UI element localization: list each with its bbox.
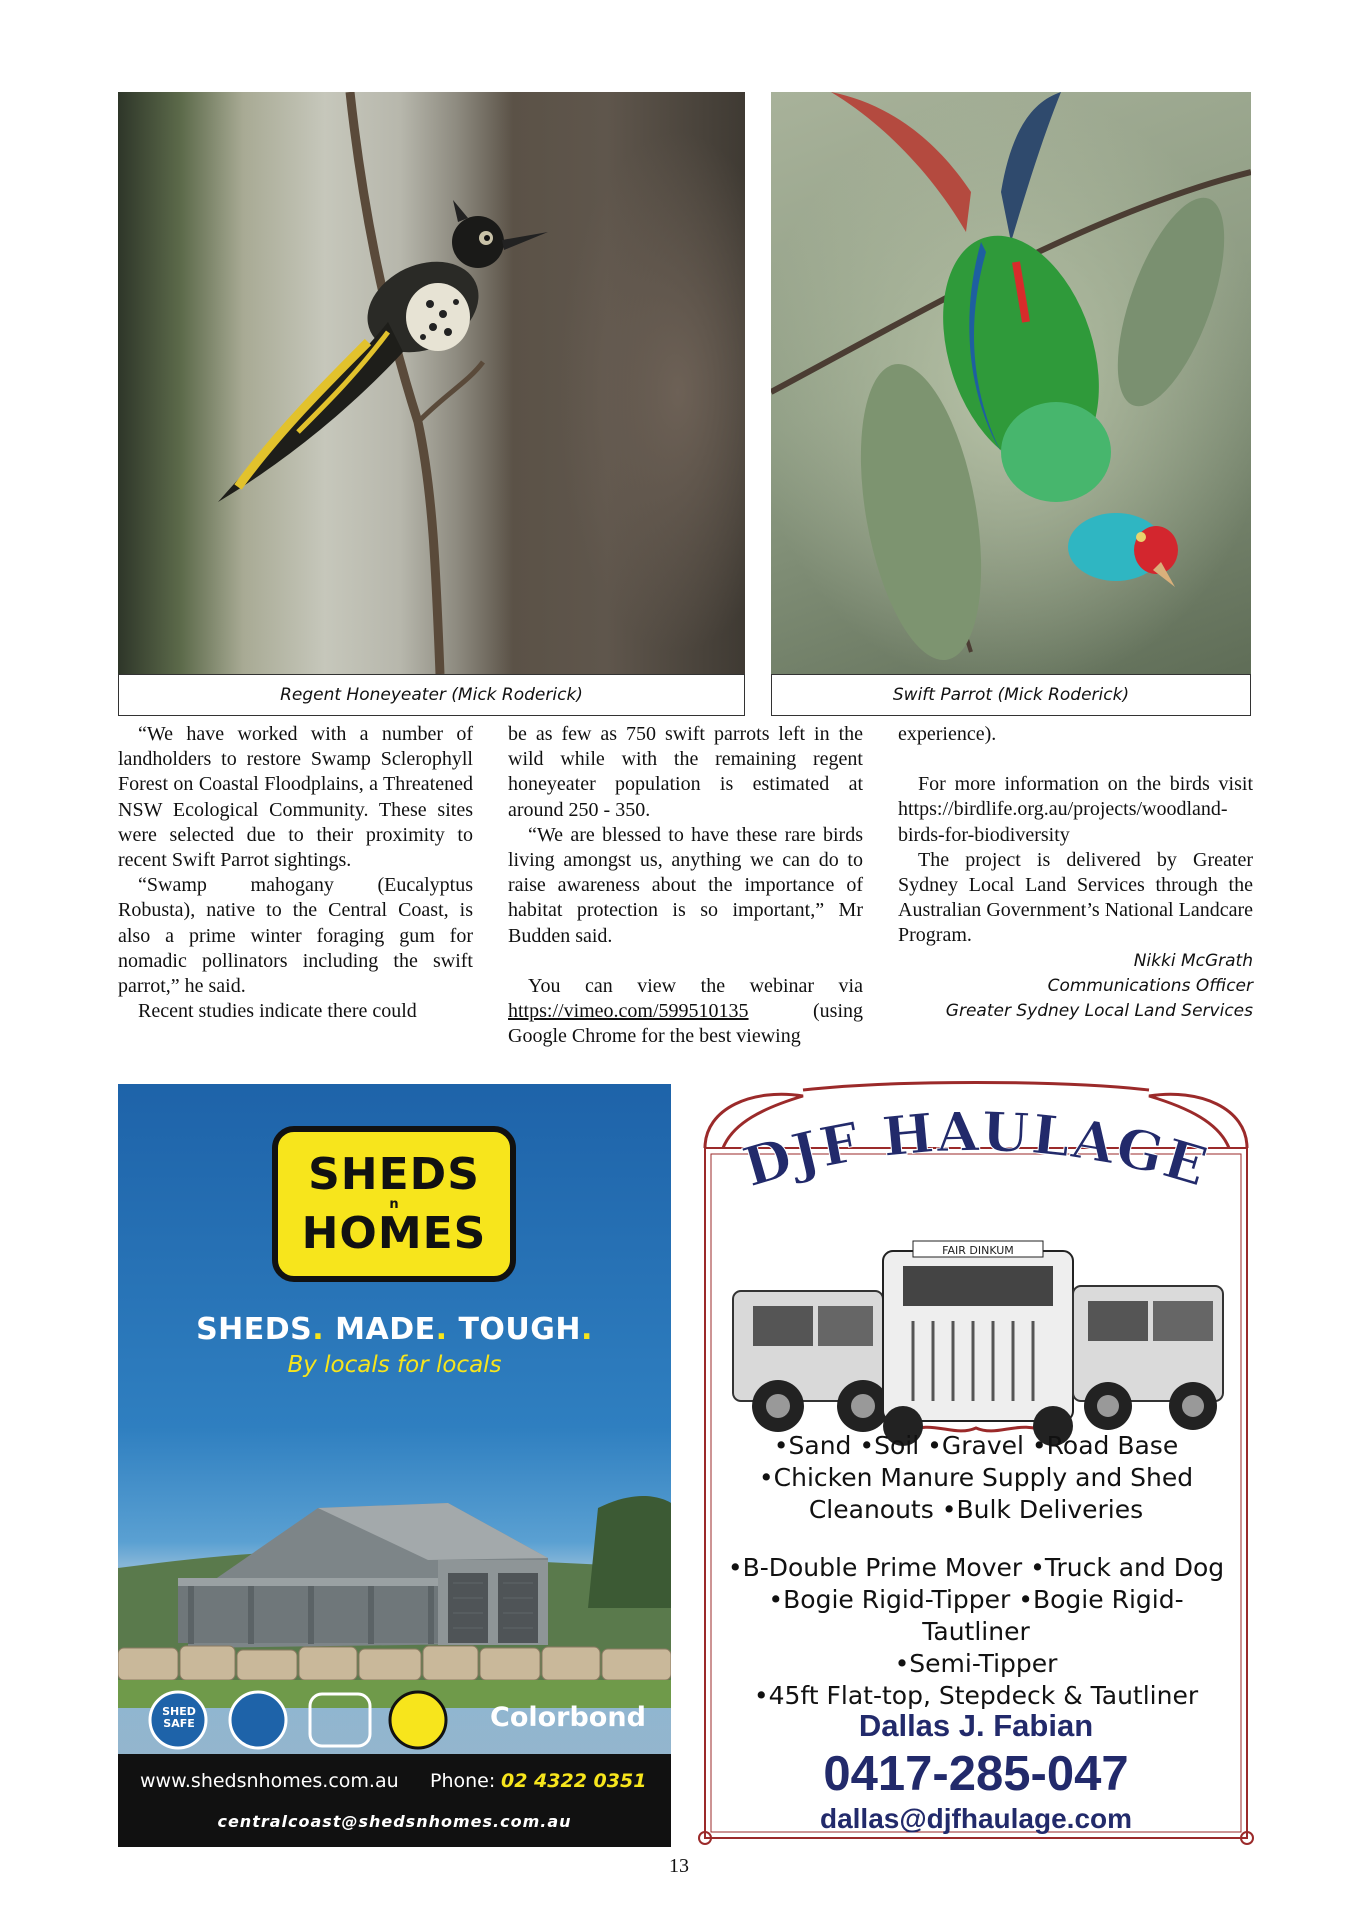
- tagline-dot: .: [581, 1312, 593, 1347]
- page-number: 13: [669, 1855, 689, 1877]
- article-paragraph: The project is delivered by Greater Sydney Local Land Services through the Australian Government’s National Landcare Program.: [898, 848, 1253, 947]
- djf-phone-number[interactable]: 0417-285-047: [823, 1747, 1129, 1801]
- article-paragraph: For more information on the birds visit https://birdlife.org.au/projects/woodland-birds-for-biodiversity: [898, 773, 1253, 846]
- photo-caption-parrot: Swift Parrot (Mick Roderick): [771, 674, 1251, 716]
- tagline-word: MADE: [335, 1312, 436, 1347]
- article-column-3: [898, 722, 1253, 1024]
- webinar-link[interactable]: https://vimeo.com/599510135: [508, 1000, 749, 1023]
- swift-parrot-photo: [771, 92, 1251, 674]
- article-paragraph-webinar: [508, 974, 863, 1050]
- list-item: •Semi-Tipper: [894, 1649, 1058, 1678]
- list-item: •45ft Flat-top, Stepdeck & Tautliner: [753, 1681, 1199, 1710]
- article-paragraph: be as few as 750 swift parrots left in the wild while with the remaining regent honeyeater population is estimated at around 250 - 350.: [508, 723, 863, 821]
- djf-contact-name: Dallas J. Fabian: [858, 1708, 1094, 1743]
- article-paragraph: “We have worked with a number of landholders to restore Swamp Sclerophyll Forest on Coastal Floodplains, a Threatened NSW Ecological Community. These sites were selected due to their proximity to recent Swift Parrot sightings.: [118, 723, 473, 872]
- article-paragraph: “Swamp mahogany (Eucalyptus Robusta), native to the Central Coast, is also a prime winter foraging gum for nomadic pollinators including the swift parrot,” he said.: [118, 874, 473, 998]
- sheds-phone-number[interactable]: 02 4322 0351: [501, 1770, 647, 1792]
- list-item: •Chicken Manure Supply and Shed: [758, 1463, 1194, 1492]
- article-paragraph: experience).: [898, 723, 997, 745]
- regent-honeyeater-photo: [118, 92, 745, 674]
- webinar-note: (using Google Chrome for the best viewing: [508, 1000, 863, 1048]
- djf-title-text: DJF HAULAGE: [736, 1099, 1216, 1200]
- djf-email[interactable]: dallas@djfhaulage.com: [819, 1803, 1133, 1834]
- djf-fleet-list: [723, 1552, 1229, 1712]
- tagline-dot: .: [435, 1312, 448, 1347]
- tagline-word: SHEDS: [196, 1312, 313, 1347]
- truck-plate-text: FAIR DINKUM: [942, 1244, 1014, 1257]
- sheds-n-homes-logo: [272, 1126, 516, 1282]
- sheds-n-homes-advertisement: [118, 1084, 671, 1847]
- sheds-website[interactable]: www.shedsnhomes.com.au: [140, 1770, 399, 1792]
- author-role: Communications Officer: [1047, 975, 1253, 996]
- shed-safe-badge: SHED SAFE: [162, 1705, 196, 1730]
- article-paragraph: “We are blessed to have these rare birds living amongst us, anything we can do to raise awareness about the importance of habitat protection is so important,” Mr Budden said.: [508, 823, 863, 947]
- tagline-word: TOUGH: [458, 1312, 582, 1347]
- sheds-phone-label: Phone:: [430, 1770, 496, 1792]
- logo-text-top: SHEDS: [308, 1148, 480, 1200]
- logo-text-n: n: [389, 1196, 399, 1212]
- svg-text:DJF HAULAGE: [736, 1099, 1216, 1199]
- djf-services-list: [723, 1430, 1229, 1526]
- djf-haulage-advertisement: [693, 1078, 1259, 1848]
- author-name: Nikki McGrath: [1133, 950, 1253, 971]
- logo-text-bottom: HOMES: [301, 1207, 487, 1259]
- sheds-tagline: [118, 1312, 671, 1347]
- photo-caption-honeyeater: Regent Honeyeater (Mick Roderick): [118, 674, 745, 716]
- article-paragraph: Recent studies indicate there could: [138, 1000, 417, 1023]
- sheds-subtitle: By locals for locals: [287, 1352, 502, 1378]
- tagline-dot: .: [312, 1312, 325, 1347]
- webinar-text: You can view the webinar via: [528, 974, 863, 997]
- list-item: Cleanouts •Bulk Deliveries: [808, 1495, 1144, 1524]
- sheds-email[interactable]: centralcoast@shedsnhomes.com.au: [217, 1812, 572, 1831]
- article-column-1: [118, 722, 473, 1024]
- list-item: •B-Double Prime Mover •Truck and Dog: [727, 1553, 1225, 1582]
- shed-building-illustration: [118, 1448, 671, 1708]
- colorbond-logo: Colorbond: [490, 1702, 646, 1733]
- article-column-2: [508, 722, 863, 1049]
- sheds-contact-bar: [118, 1754, 671, 1847]
- list-item: •Sand •Soil •Gravel •Road Base: [773, 1431, 1179, 1460]
- author-organisation: Greater Sydney Local Land Services: [945, 1000, 1253, 1021]
- list-item: •Bogie Rigid-Tipper •Bogie Rigid-Tautliner: [768, 1585, 1184, 1646]
